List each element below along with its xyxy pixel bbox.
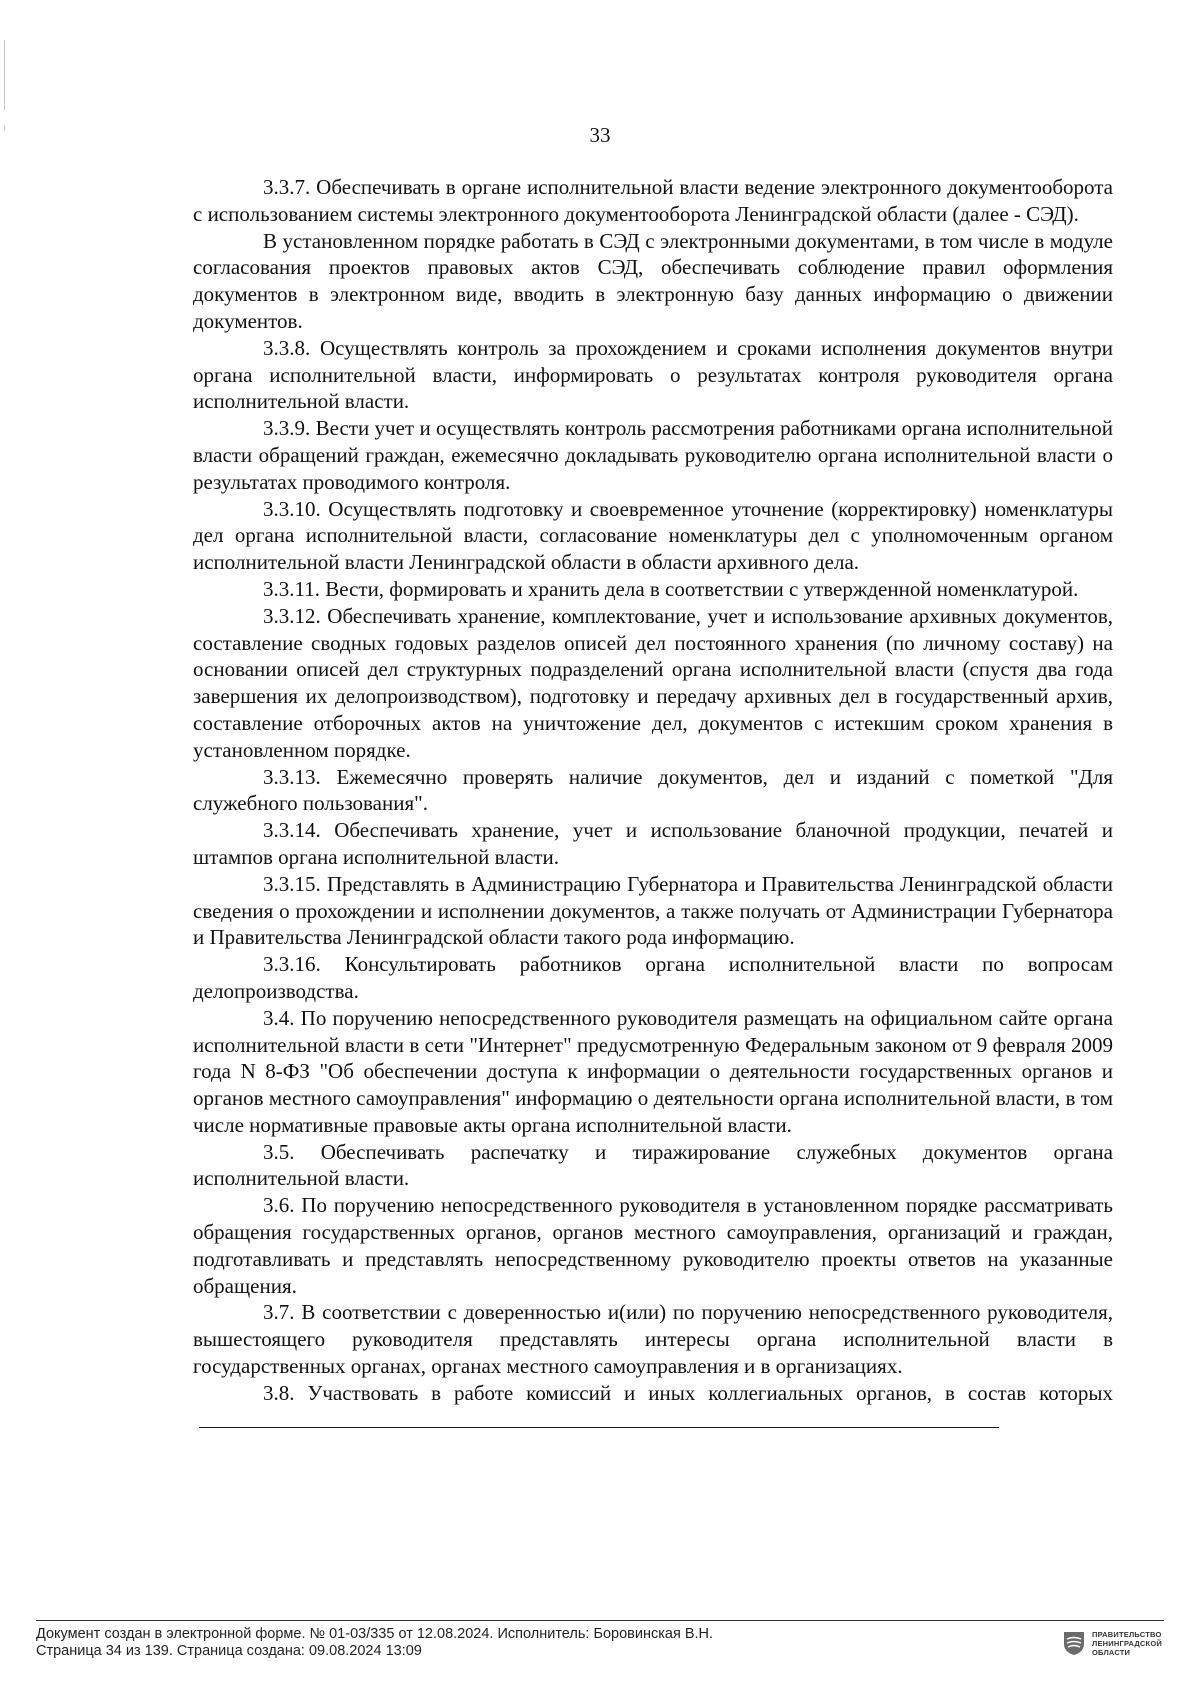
paragraph: 3.7. В соответствии с доверенностью и(или) по поручению непосредственного руководителя, вышестоящего руководителя представлять интересы органа исполнительной власти в государственных органах, органах местного самоуправления и в организациях. — [193, 1300, 1113, 1379]
paragraph: 3.3.7. Обеспечивать в органе исполнительной власти ведение электронного документооборота с использованием системы электронного документооборота Ленинградской области (далее - СЭД). — [193, 175, 1113, 226]
logo-text-line: ЛЕНИНГРАДСКОЙ — [1092, 1638, 1162, 1648]
page-number: 33 — [589, 123, 611, 147]
document-body — [193, 174, 1113, 1434]
government-logo — [1062, 1626, 1182, 1660]
paragraph: 3.3.14. Обеспечивать хранение, учет и использование бланочной продукции, печатей и штампов органа исполнительной власти. — [193, 818, 1113, 869]
leningrad-region-emblem-icon — [1062, 1630, 1086, 1656]
footer-page-info: Страница 34 из 139. Страница создана: 09.08.2024 13:09 — [36, 1643, 422, 1659]
paragraph: 3.3.13. Ежемесячно проверять наличие документов, дел и изданий с пометкой "Для служебного пользования". — [193, 764, 1113, 816]
footer-doc-info: Документ создан в электронной форме. № 01-03/335 от 12.08.2024. Исполнитель: Боровинская В.Н. — [36, 1626, 714, 1642]
paragraph: 3.3.9. Вести учет и осуществлять контроль рассмотрения работниками органа исполнительной власти обращений граждан, ежемесячно докладывать руководителю органа исполнительной власти о результатах проводимого контроля. — [193, 416, 1113, 494]
paragraph: 3.3.16. Консультировать работников органа исполнительной власти по вопросам делопроизводства. — [193, 952, 1113, 1003]
government-logo-text — [1092, 1630, 1162, 1657]
paragraph: 3.3.10. Осуществлять подготовку и своевременное уточнение (корректировку) номенклатуры дел органа исполнительной власти, согласование номенклатуры дел с уполномоченным органом исполнительной власти Ленинградской области в области архивного дела. — [193, 496, 1113, 575]
paragraph: 3.3.11. Вести, формировать и хранить дела в соответствии с утвержденной номенклатурой. — [263, 576, 1079, 601]
paragraph-last-text: 3.8. Участвовать в работе комиссий и иных коллегиальных органов, в состав которых — [263, 1380, 1113, 1405]
paragraph: 3.3.12. Обеспечивать хранение, комплектование, учет и использование архивных документов, составление сводных годовых разделов описей дел постоянного хранения (по личному составу) на основании описей дел структурных подразделений органа исполнительной власти (спустя два года завершения их делопроизводством), подготовку и передачу архивных дел в государственный архив, составление отборочных актов на уничтожение дел, документов с истекшим сроком хранения в установленном порядке. — [193, 603, 1113, 762]
footer-divider — [36, 1620, 1164, 1621]
paragraph: В установленном порядке работать в СЭД с электронными документами, в том числе в модуле согласования проектов правовых актов СЭД, обеспечивать соблюдение правил оформления документов в электронном виде, вводить в электронную базу данных информацию о движении документов. — [193, 228, 1113, 333]
logo-text-line: ОБЛАСТИ — [1092, 1647, 1131, 1657]
paragraph-last — [193, 1380, 1113, 1435]
scan-edge-mark — [4, 40, 5, 110]
paragraph: 3.5. Обеспечивать распечатку и тиражирование служебных документов органа исполнительной власти. — [193, 1139, 1113, 1191]
blank-fill-line — [199, 1407, 999, 1428]
paragraph: 3.3.8. Осуществлять контроль за прохождением и сроками исполнения документов внутри органа исполнительной власти, информировать о результатах контроля руководителя органа исполнительной власти. — [193, 335, 1113, 414]
paragraph: 3.6. По поручению непосредственного руководителя в установленном порядке рассматривать обращения государственных органов, органов местного самоуправления, организаций и граждан, подготавливать и представлять непосредственному руководителю проекты ответов на указанные обращения. — [193, 1193, 1113, 1298]
paragraph: 3.3.15. Представлять в Администрацию Губернатора и Правительства Ленинградской области сведения о прохождении и исполнении документов, а также получать от Администрации Губернатора и Правительства Ленинградской области такого рода информацию. — [193, 871, 1113, 950]
logo-text-line: ПРАВИТЕЛЬСТВО — [1092, 1629, 1162, 1639]
paragraph: 3.4. По поручению непосредственного руководителя размещать на официальном сайте органа исполнительной власти в сети "Интернет" предусмотренную Федеральным законом от 9 февраля 2009 года N 8-ФЗ "Об обеспечении доступа к информации о деятельности государственных органов и органов местного самоуправления" информацию о деятельности органа исполнительной власти, в том числе нормативные правовые акты органа исполнительной власти. — [193, 1005, 1113, 1137]
